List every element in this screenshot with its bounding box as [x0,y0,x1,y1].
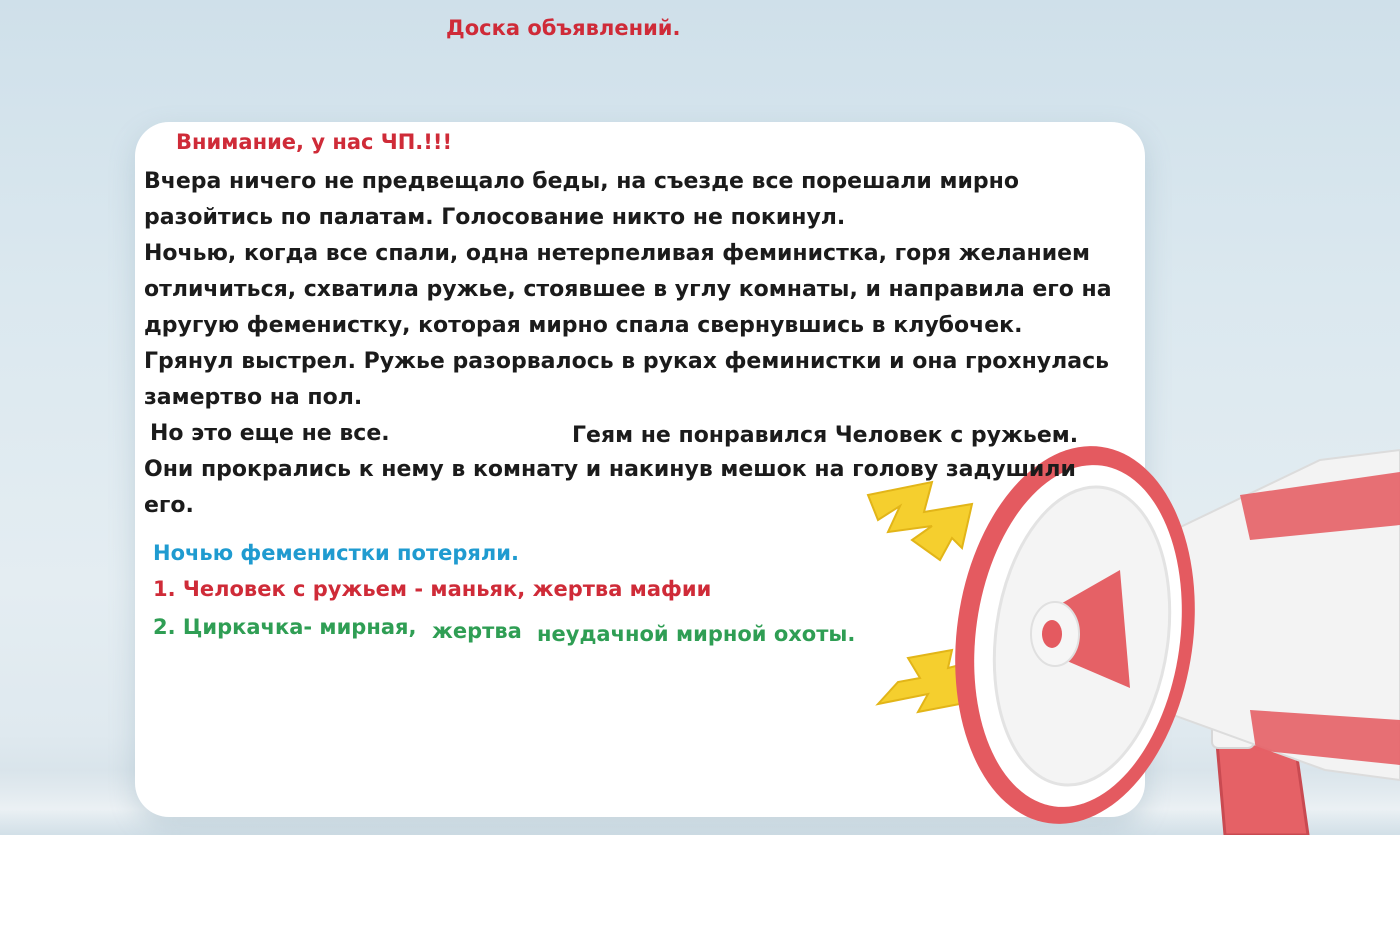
not-all-text: Но это еще не все. [150,421,390,446]
story-line: замертво на пол. [144,385,363,410]
loss-item-2-part1: 2. Циркачка- мирная, [153,615,417,639]
story-line: другую феменистку, которая мирно спала свернувшись в клубочек. [144,313,1023,338]
story-line: Ночью, когда все спали, одна нетерпеливая феминистка, горя желанием [144,241,1091,266]
losses-heading: Ночью феменистки потеряли. [153,541,519,565]
loss-item-2-part3: неудачной мирной охоты. [537,622,856,646]
alert-title: Внимание, у нас ЧП.!!! [176,130,453,154]
story-line: Они прокрались к нему в комнату и накинув мешок на голову задушили [144,457,1076,482]
story-line: Грянул выстрел. Ружье разорвалось в руках феминистки и она грохнулась [144,349,1110,374]
story-line: разойтись по палатам. Голосование никто не покинул. [144,205,846,230]
gays-text: Геям не понравился Человек с ружьем. [572,423,1079,448]
loss-item-2-part2: жертва [432,619,522,643]
megaphone-icon [820,420,1400,835]
board-title: Доска объявлений. [446,16,681,40]
loss-item-1: 1. Человек с ружьем - маньяк, жертва мафии [153,577,712,601]
story-line: Вчера ничего не предвещало беды, на съезде все порешали мирно [144,169,1019,194]
story-line: его. [144,493,194,518]
lightning-bolt-icon [868,482,972,560]
story-line: отличиться, схватила ружье, стоявшее в углу комнаты, и направила его на [144,277,1112,302]
